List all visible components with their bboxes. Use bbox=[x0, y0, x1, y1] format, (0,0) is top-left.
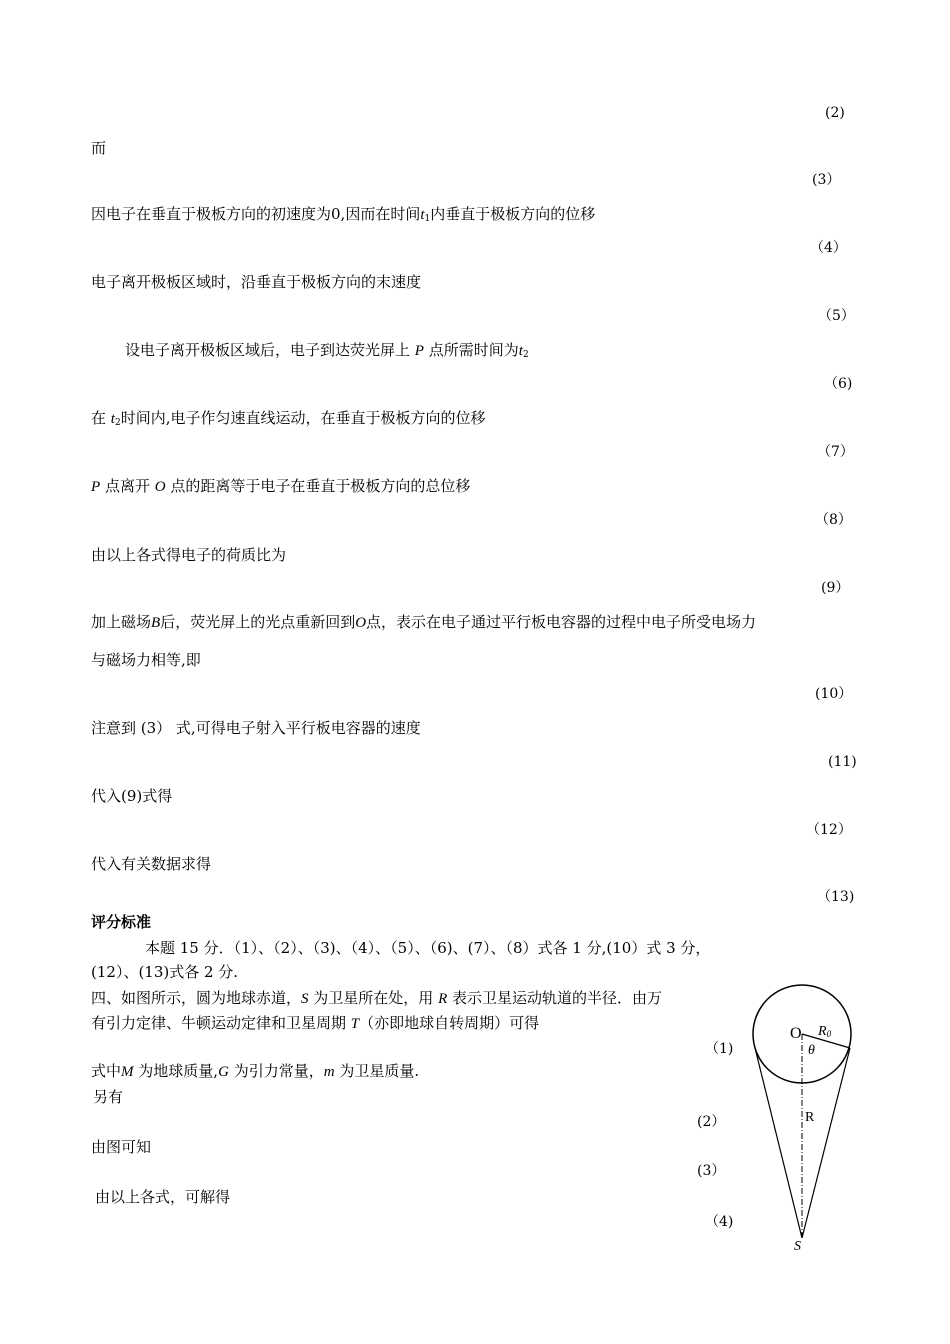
text-line: 在 $t_2$时间内,电子作匀速直线运动，在垂直于极板方向的位移 bbox=[91, 409, 486, 428]
q4-equation-number-1: （1) bbox=[705, 1041, 734, 1057]
text-line: 因电子在垂直于极板方向的初速度为0,因而在时间$t_1$内垂直于极板方向的位移 bbox=[91, 205, 596, 224]
radius-label: R0 bbox=[818, 1024, 832, 1039]
text-line: 设电子离开极板区域后，电子到达荧光屏上 P 点所需时间为$t_2$ bbox=[125, 341, 529, 360]
equation-number-13: （13) bbox=[817, 889, 855, 905]
section-heading: 评分标准 bbox=[91, 913, 152, 931]
equation-number-5: （5） bbox=[818, 308, 855, 324]
question-text: 四、如图所示，圆为地球赤道，S 为卫星所在处，用 R 表示卫星运动轨道的半径．由万 bbox=[91, 989, 663, 1007]
question-text: 式中M 为地球质量,G 为引力常量，m 为卫星质量. bbox=[91, 1062, 420, 1080]
text-line: 代入(9)式得 bbox=[91, 787, 173, 805]
question-text: 另有 bbox=[93, 1088, 124, 1106]
text-line: 加上磁场B后，荧光屏上的光点重新回到O点，表示在电子通过平行板电容器的过程中电子所受电场力 bbox=[91, 613, 757, 631]
text-line: 与磁场力相等,即 bbox=[91, 651, 201, 669]
satellite-label: S bbox=[794, 1239, 801, 1254]
equation-number-9: (9） bbox=[821, 580, 850, 596]
equation-number-8: （8） bbox=[815, 512, 852, 528]
text-line: 代入有关数据求得 bbox=[91, 855, 212, 873]
equation-number-11: (11) bbox=[828, 754, 857, 770]
text-line: 电子离开极板区域时，沿垂直于极板方向的末速度 bbox=[91, 273, 422, 291]
text-line: P 点离开 O 点的距离等于电子在垂直于极板方向的总位移 bbox=[91, 477, 471, 495]
equation-number-10: (10） bbox=[815, 686, 853, 702]
q4-equation-number-3: (3） bbox=[697, 1163, 726, 1179]
equation-number-6: （6) bbox=[824, 376, 853, 392]
text-line: 由以上各式得电子的荷质比为 bbox=[91, 546, 287, 564]
q4-equation-number-4: （4) bbox=[705, 1214, 734, 1230]
score-text: 本题 15 分．（1）、（2）、（3)、（4）、（5）、（6)、(7）、（8）式各 1 分,(10）式 3 分， bbox=[145, 939, 711, 957]
question-text: 有引力定律、牛顿运动定律和卫星周期 T（亦即地球自转周期）可得 bbox=[91, 1014, 540, 1032]
angle-label: θ bbox=[808, 1043, 815, 1058]
equation-number-2: (2) bbox=[825, 105, 845, 121]
center-label: O bbox=[790, 1025, 802, 1042]
equation-number-7: （7） bbox=[817, 444, 854, 460]
q4-equation-number-2: (2） bbox=[697, 1114, 726, 1130]
score-text: (12）、(13)式各 2 分. bbox=[91, 963, 239, 981]
equation-number-4: （4） bbox=[810, 240, 847, 256]
orbit-radius-label: R bbox=[805, 1110, 815, 1125]
equation-number-3: (3） bbox=[812, 172, 841, 188]
question-text: 由图可知 bbox=[91, 1138, 152, 1156]
equation-number-12: （12） bbox=[806, 822, 852, 838]
text-line: 注意到 (3） 式,可得电子射入平行板电容器的速度 bbox=[91, 719, 421, 737]
question-text: 由以上各式，可解得 bbox=[95, 1188, 231, 1206]
satellite-diagram bbox=[740, 980, 870, 1260]
text-line: 而 bbox=[91, 139, 107, 157]
